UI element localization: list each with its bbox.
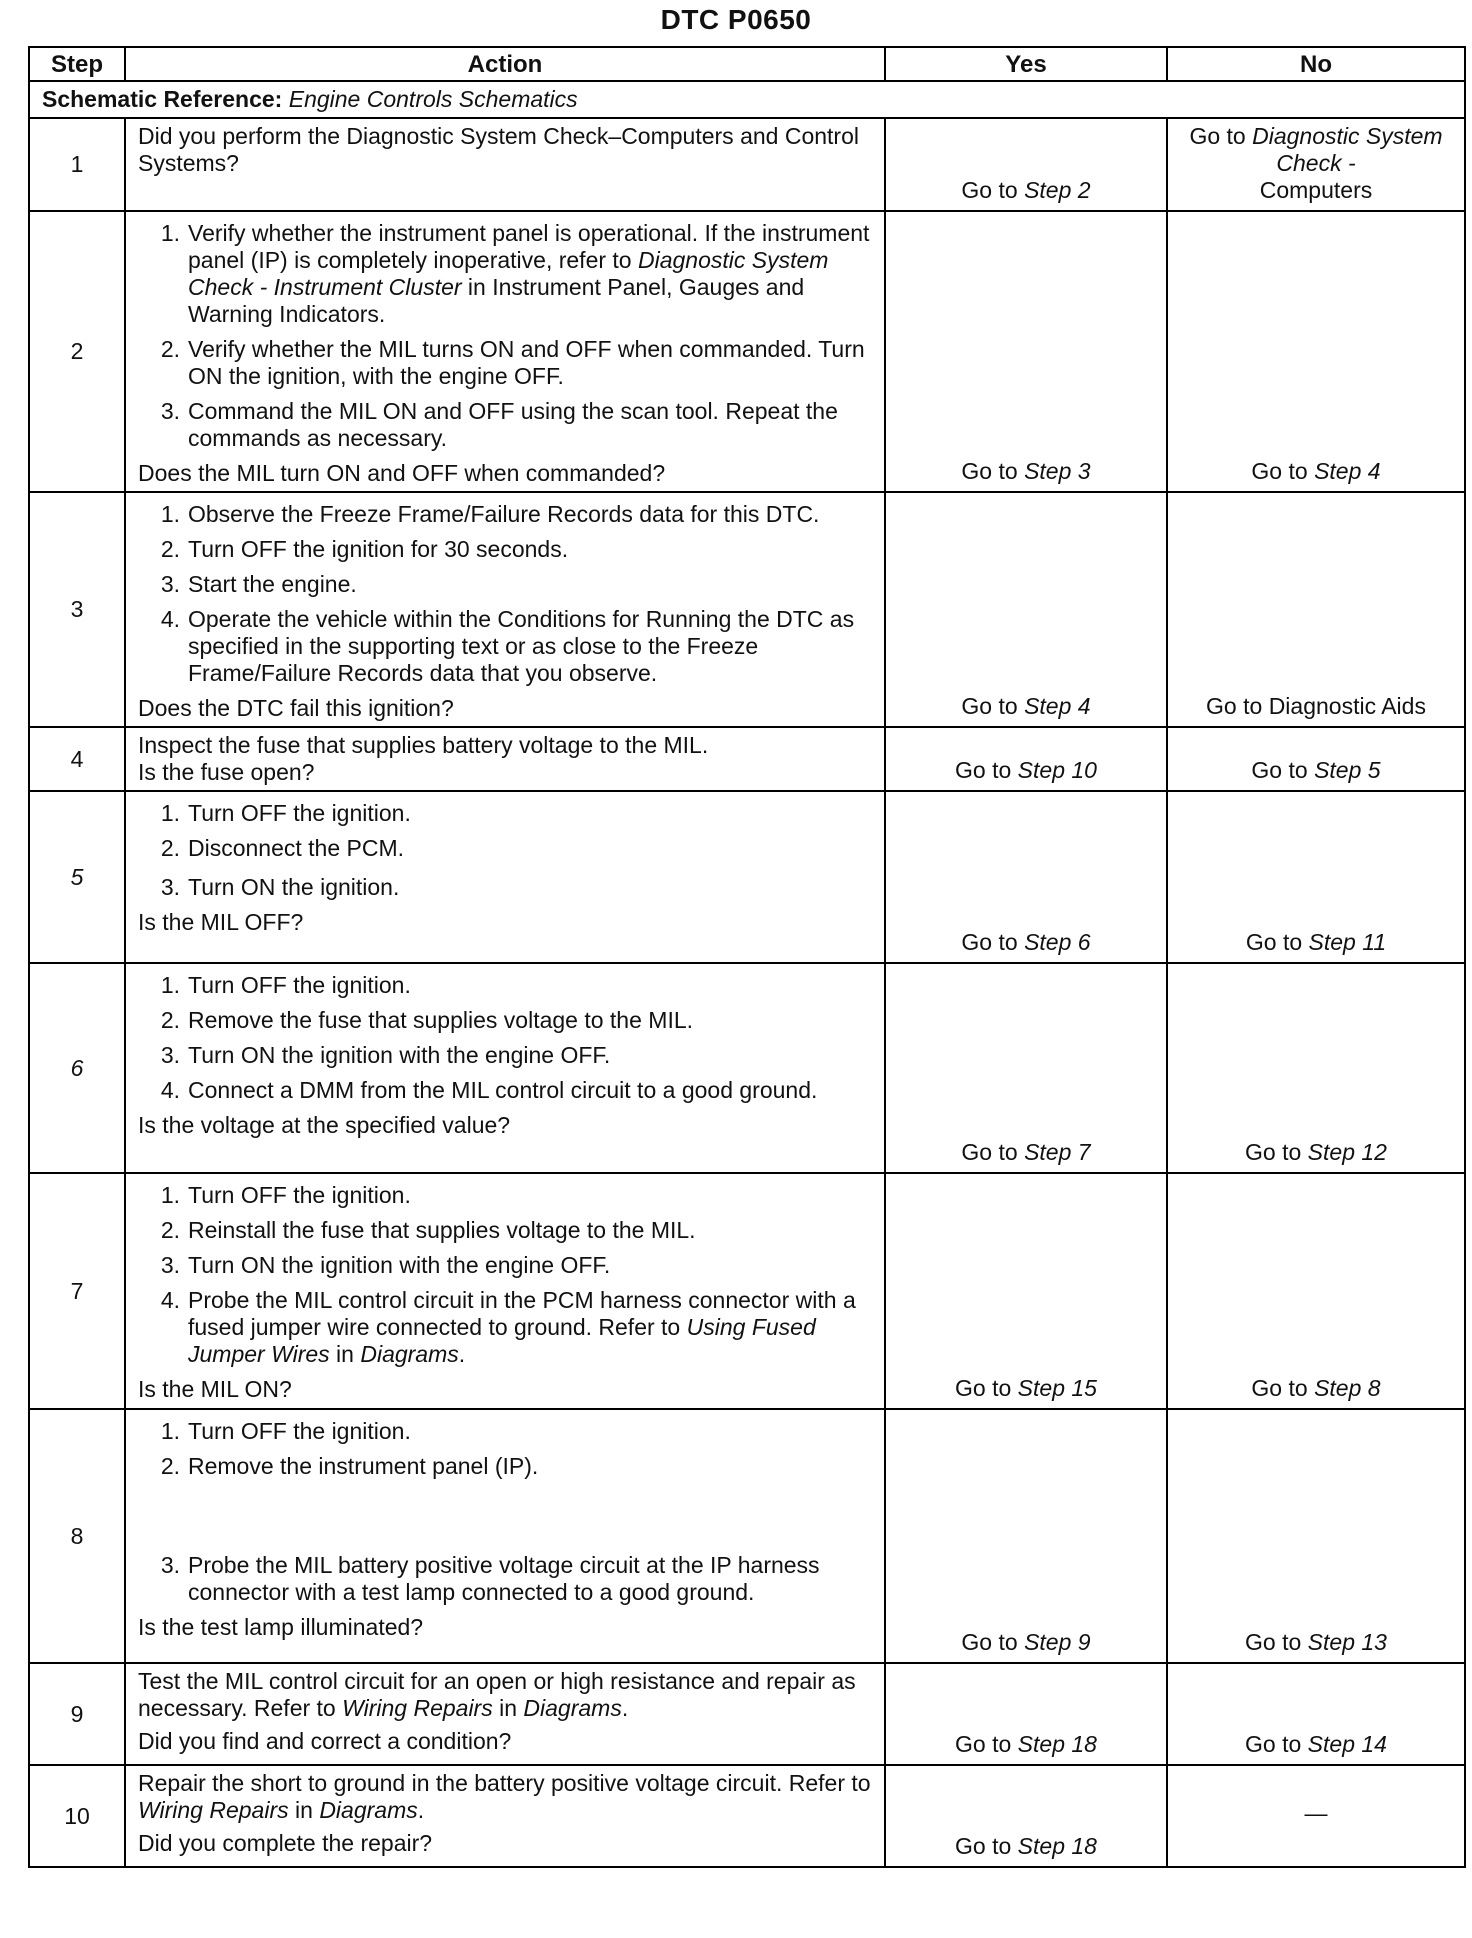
step-number: 1 — [29, 118, 125, 211]
yes-cell — [885, 963, 1167, 1173]
action-question: Did you find and correct a condition? — [138, 1728, 512, 1754]
item-number: 1. — [160, 972, 180, 998]
item-number: 1. — [160, 1182, 180, 1208]
item-number: 1. — [160, 1418, 180, 1444]
header-action: Action — [125, 47, 885, 81]
no-cell — [1167, 1409, 1465, 1663]
item-number: 1. — [160, 220, 180, 246]
blank-space — [138, 1488, 874, 1544]
step-number: 7 — [29, 1173, 125, 1409]
item-text: Verify whether the MIL turns ON and OFF when commanded. Turn ON the ignition, with the engine OFF. — [188, 336, 865, 389]
yes-cell — [885, 727, 1167, 791]
action-step-item — [138, 398, 874, 452]
action-question: Is the fuse open? — [138, 759, 315, 785]
item-text: Turn ON the ignition with the engine OFF. — [188, 1252, 611, 1278]
item-number: 2. — [160, 1453, 180, 1479]
yes-prefix: Go to — [955, 1833, 1018, 1859]
action-steps — [138, 800, 874, 901]
yes-cell — [885, 791, 1167, 963]
item-text: Command the MIL ON and OFF using the scan tool. Repeat the commands as necessary. — [188, 398, 838, 451]
no-step-link[interactable]: Step 12 — [1307, 1139, 1387, 1165]
action-step-item — [138, 1453, 874, 1480]
action-step-item — [138, 536, 874, 563]
no-cell — [1167, 1663, 1465, 1765]
yes-cell — [885, 1765, 1167, 1867]
header-row — [29, 47, 1465, 81]
no-step-link[interactable]: Diagnostic System Check - — [1252, 123, 1443, 176]
text-part: Test the MIL control circuit for an open or high resistance and repair as necessary. Refer to — [138, 1668, 856, 1721]
no-suffix: Computers — [1259, 177, 1373, 203]
action-cell — [125, 1663, 885, 1765]
yes-prefix: Go to — [961, 177, 1025, 203]
action-question: Does the DTC fail this ignition? — [138, 695, 454, 721]
yes-step-link[interactable]: Step 6 — [1024, 929, 1091, 955]
action-cell — [125, 492, 885, 727]
no-prefix: Go to — [1251, 458, 1315, 484]
text-part: Repair the short to ground in the battery positive voltage circuit. Refer to — [138, 1770, 871, 1796]
action-question: Did you complete the repair? — [138, 1830, 433, 1856]
action-intro — [138, 1770, 874, 1824]
text-part: . — [458, 1341, 466, 1367]
item-text — [188, 220, 874, 328]
action-question: Is the MIL OFF? — [138, 909, 304, 935]
yes-step-link[interactable]: Step 2 — [1024, 177, 1091, 203]
step-number: 8 — [29, 1409, 125, 1663]
action-step-item — [138, 1552, 874, 1606]
text-part: in — [329, 1341, 361, 1367]
schematic-reference-row — [29, 81, 1465, 118]
yes-cell — [885, 492, 1167, 727]
reference-link[interactable]: Using Fused Jumper Wires — [188, 1314, 816, 1367]
reference-link[interactable]: Diagnostic System Check - Instrument Cluster — [188, 247, 829, 300]
item-text: Connect a DMM from the MIL control circuit to a good ground. — [188, 1077, 818, 1103]
no-step-link[interactable]: Step 14 — [1307, 1731, 1387, 1757]
no-prefix: Go to — [1189, 123, 1253, 149]
action-cell — [125, 1409, 885, 1663]
step-number: 9 — [29, 1663, 125, 1765]
no-cell — [1167, 1765, 1465, 1867]
yes-cell — [885, 1173, 1167, 1409]
yes-prefix: Go to — [955, 1731, 1018, 1757]
step-row-6 — [29, 963, 1465, 1173]
item-text: Turn OFF the ignition. — [188, 972, 411, 998]
item-number: 1. — [160, 800, 180, 826]
action-step-item — [138, 1217, 874, 1244]
yes-prefix: Go to — [961, 929, 1025, 955]
item-text: Turn OFF the ignition. — [188, 1418, 411, 1444]
item-text: Turn OFF the ignition. — [188, 1182, 411, 1208]
action-intro — [138, 1668, 874, 1722]
step-number: 10 — [29, 1765, 125, 1867]
text-part: . — [621, 1695, 629, 1721]
yes-cell — [885, 1663, 1167, 1765]
action-intro: Inspect the fuse that supplies battery voltage to the MIL. — [138, 732, 709, 758]
no-prefix: Go to — [1245, 929, 1309, 955]
no-prefix: Go to — [1251, 757, 1315, 783]
schematic-value: Engine Controls Schematics — [288, 86, 578, 112]
action-step-item — [138, 972, 874, 999]
step-number: 4 — [29, 727, 125, 791]
yes-cell — [885, 118, 1167, 211]
action-step-item — [138, 1287, 874, 1368]
action-steps — [138, 1182, 874, 1368]
no-step-link[interactable]: Step 4 — [1314, 458, 1381, 484]
action-question: Does the MIL turn ON and OFF when commanded? — [138, 460, 666, 486]
step-number: 3 — [29, 492, 125, 727]
action-step-item — [138, 1077, 874, 1104]
item-text: Remove the fuse that supplies voltage to the MIL. — [188, 1007, 694, 1033]
action-cell — [125, 118, 885, 211]
no-dash: — — [1304, 1799, 1328, 1826]
item-text: Disconnect the PCM. — [188, 835, 405, 861]
yes-step-link[interactable]: Step 18 — [1017, 1731, 1097, 1757]
text-part: . — [417, 1797, 425, 1823]
item-text: Remove the instrument panel (IP). — [188, 1453, 539, 1479]
step-row-3 — [29, 492, 1465, 727]
yes-step-link[interactable]: Step 10 — [1017, 757, 1097, 783]
yes-prefix: Go to — [955, 757, 1018, 783]
reference-link[interactable]: Diagrams — [360, 1341, 459, 1367]
item-text: Turn ON the ignition. — [188, 874, 400, 900]
step-number: 2 — [29, 211, 125, 492]
yes-step-link[interactable]: Step 3 — [1024, 458, 1091, 484]
no-cell — [1167, 492, 1465, 727]
item-text: Probe the MIL battery positive voltage circuit at the IP harness connector with a test lamp connected to a good ground. — [188, 1552, 820, 1605]
header-no: No — [1167, 47, 1465, 81]
text-part: in — [288, 1797, 320, 1823]
no-step-link[interactable]: Step 5 — [1314, 757, 1381, 783]
no-step-link[interactable]: Step 11 — [1308, 929, 1387, 955]
schematic-reference — [29, 81, 1465, 118]
reference-link[interactable]: Wiring Repairs — [138, 1797, 289, 1823]
item-number: 4. — [160, 606, 180, 632]
no-cell — [1167, 211, 1465, 492]
action-steps — [138, 220, 874, 452]
item-number: 3. — [160, 874, 180, 900]
reference-link[interactable]: Wiring Repairs — [342, 1695, 493, 1721]
step-row-7 — [29, 1173, 1465, 1409]
step-row-2 — [29, 211, 1465, 492]
item-text — [188, 1287, 874, 1368]
action-step-item — [138, 1252, 874, 1279]
action-step-item — [138, 800, 874, 827]
action-question: Is the voltage at the specified value? — [138, 1112, 511, 1138]
action-intro: Did you perform the Diagnostic System Check–Computers and Control Systems? — [138, 123, 859, 176]
no-cell — [1167, 727, 1465, 791]
yes-step-link[interactable]: Step 4 — [1024, 693, 1091, 719]
no-prefix: Go to — [1245, 1629, 1308, 1655]
item-number: 3. — [160, 1552, 180, 1578]
action-step-item — [138, 1042, 874, 1069]
item-number: 2. — [160, 835, 180, 861]
item-text: Operate the vehicle within the Conditions for Running the DTC as specified in the supporting text or as close to the Freeze Frame/Failure Records data that you observe. — [188, 606, 855, 686]
item-number: 3. — [160, 1042, 180, 1068]
header-yes: Yes — [885, 47, 1167, 81]
item-number: 2. — [160, 336, 180, 362]
action-step-item — [138, 571, 874, 598]
step-number: 5 — [29, 791, 125, 963]
document-title: DTC P0650 — [660, 4, 812, 35]
item-text: Turn ON the ignition with the engine OFF. — [188, 1042, 611, 1068]
yes-cell — [885, 211, 1167, 492]
item-text: Turn OFF the ignition. — [188, 800, 411, 826]
no-cell — [1167, 791, 1465, 963]
action-step-item — [138, 1007, 874, 1034]
text-part: Probe the MIL control circuit in the PCM harness connector with a fused jumper wire connected to ground. Refer to — [188, 1287, 856, 1340]
step-number: 6 — [29, 963, 125, 1173]
yes-step-link[interactable]: Step 7 — [1024, 1139, 1091, 1165]
action-step-item — [138, 1182, 874, 1209]
action-question: Is the test lamp illuminated? — [138, 1614, 424, 1640]
action-step-item — [138, 220, 874, 328]
no-prefix: Go to — [1251, 1375, 1315, 1401]
step-row-10 — [29, 1765, 1465, 1867]
step-row-1 — [29, 118, 1465, 211]
step-row-8 — [29, 1409, 1465, 1663]
step-row-9 — [29, 1663, 1465, 1765]
reference-link[interactable]: Diagrams — [319, 1797, 418, 1823]
yes-prefix: Go to — [955, 1375, 1018, 1401]
action-step-item — [138, 501, 874, 528]
item-number: 3. — [160, 398, 180, 424]
no-diagnostic-aids-link[interactable]: Go to Diagnostic Aids — [1206, 693, 1426, 719]
yes-prefix: Go to — [961, 458, 1025, 484]
action-steps — [138, 501, 874, 687]
action-step-item — [138, 1418, 874, 1445]
item-number: 2. — [160, 1217, 180, 1243]
header-step: Step — [29, 47, 125, 81]
action-cell — [125, 1173, 885, 1409]
yes-step-link[interactable]: Step 15 — [1017, 1375, 1097, 1401]
step-row-4 — [29, 727, 1465, 791]
action-step-item — [138, 835, 874, 862]
item-number: 1. — [160, 501, 180, 527]
action-step-item — [138, 336, 874, 390]
action-step-item — [138, 606, 874, 687]
action-steps — [138, 972, 874, 1104]
item-number: 4. — [160, 1077, 180, 1103]
diagnostic-table — [28, 46, 1466, 1868]
yes-cell — [885, 1409, 1167, 1663]
item-text: Turn OFF the ignition for 30 seconds. — [188, 536, 569, 562]
step-row-5 — [29, 791, 1465, 963]
no-cell — [1167, 963, 1465, 1173]
no-prefix: Go to — [1245, 1139, 1308, 1165]
text-part: in Instrument Panel, Gauges and Warning Indicators. — [188, 274, 805, 327]
text-part: in — [492, 1695, 524, 1721]
item-text: Observe the Freeze Frame/Failure Records data for this DTC. — [188, 501, 820, 527]
action-cell — [125, 791, 885, 963]
item-number: 3. — [160, 1252, 180, 1278]
no-cell — [1167, 118, 1465, 211]
item-number: 3. — [160, 571, 180, 597]
no-step-link[interactable]: Step 8 — [1314, 1375, 1381, 1401]
yes-prefix: Go to — [961, 1629, 1025, 1655]
no-prefix: Go to — [1245, 1731, 1308, 1757]
reference-link[interactable]: Diagrams — [523, 1695, 622, 1721]
action-cell — [125, 963, 885, 1173]
text-part: Verify whether the instrument panel is operational. If the instrument panel (IP) is completely inoperative, refer to — [188, 220, 870, 273]
item-text: Reinstall the fuse that supplies voltage to the MIL. — [188, 1217, 696, 1243]
action-question: Is the MIL ON? — [138, 1376, 292, 1402]
no-cell — [1167, 1173, 1465, 1409]
item-text: Start the engine. — [188, 571, 357, 597]
action-step-item — [138, 874, 874, 901]
yes-prefix: Go to — [961, 1139, 1025, 1165]
item-number: 4. — [160, 1287, 180, 1313]
item-number: 2. — [160, 1007, 180, 1033]
no-step-link[interactable]: Step 13 — [1307, 1629, 1387, 1655]
action-cell — [125, 1765, 885, 1867]
yes-step-link[interactable]: Step 18 — [1017, 1833, 1097, 1859]
action-cell — [125, 211, 885, 492]
schematic-label: Schematic Reference: — [42, 86, 283, 112]
action-cell — [125, 727, 885, 791]
item-number: 2. — [160, 536, 180, 562]
action-steps — [138, 1418, 874, 1606]
yes-prefix: Go to — [961, 693, 1025, 719]
yes-step-link[interactable]: Step 9 — [1024, 1629, 1091, 1655]
